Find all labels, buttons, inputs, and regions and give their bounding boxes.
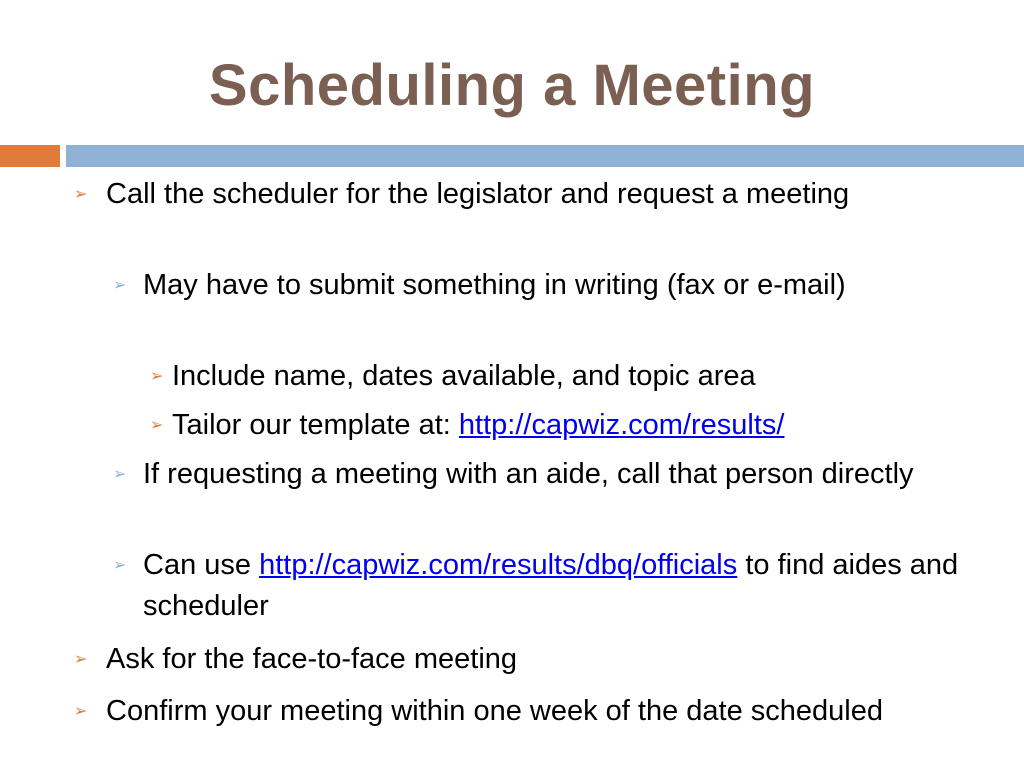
list-item xyxy=(74,691,906,732)
list-item xyxy=(113,265,963,306)
template-link[interactable]: http://capwiz.com/results/ xyxy=(458,409,785,441)
list-item xyxy=(113,454,963,495)
list-item xyxy=(74,174,906,215)
arrow-bullet-icon: ➢ xyxy=(113,277,127,294)
officials-link[interactable]: http://capwiz.com/results/dbq/officials xyxy=(259,549,738,581)
list-item xyxy=(74,639,906,680)
list-item-text: If requesting a meeting with an aide, call that person directly xyxy=(143,458,914,490)
list-item-text: Call the scheduler for the legislator and request a meeting xyxy=(106,178,850,210)
list-item-text: to find aides and scheduler xyxy=(143,549,967,622)
arrow-bullet-icon: ➢ xyxy=(113,466,127,483)
arrow-bullet-icon: ➢ xyxy=(74,186,88,203)
arrow-bullet-icon: ➢ xyxy=(74,651,88,668)
arrow-bullet-icon: ➢ xyxy=(150,417,164,434)
list-item-text: Confirm your meeting within one week of the date scheduled xyxy=(106,695,883,727)
list-item xyxy=(113,545,967,627)
arrow-bullet-icon: ➢ xyxy=(113,557,127,574)
list-item-text: Include name, dates available, and topic area xyxy=(172,360,756,392)
slide-title: Scheduling a Meeting xyxy=(208,53,816,118)
arrow-bullet-icon: ➢ xyxy=(150,368,164,385)
list-item-text: Can use xyxy=(143,549,260,581)
list-item-text: May have to submit something in writing (fax or e-mail) xyxy=(143,269,846,301)
list-item-text: Tailor our template at: xyxy=(172,409,459,441)
list-item xyxy=(150,405,972,446)
arrow-bullet-icon: ➢ xyxy=(74,703,88,720)
list-item xyxy=(150,356,972,397)
list-item-text: Ask for the face-to-face meeting xyxy=(106,643,518,675)
